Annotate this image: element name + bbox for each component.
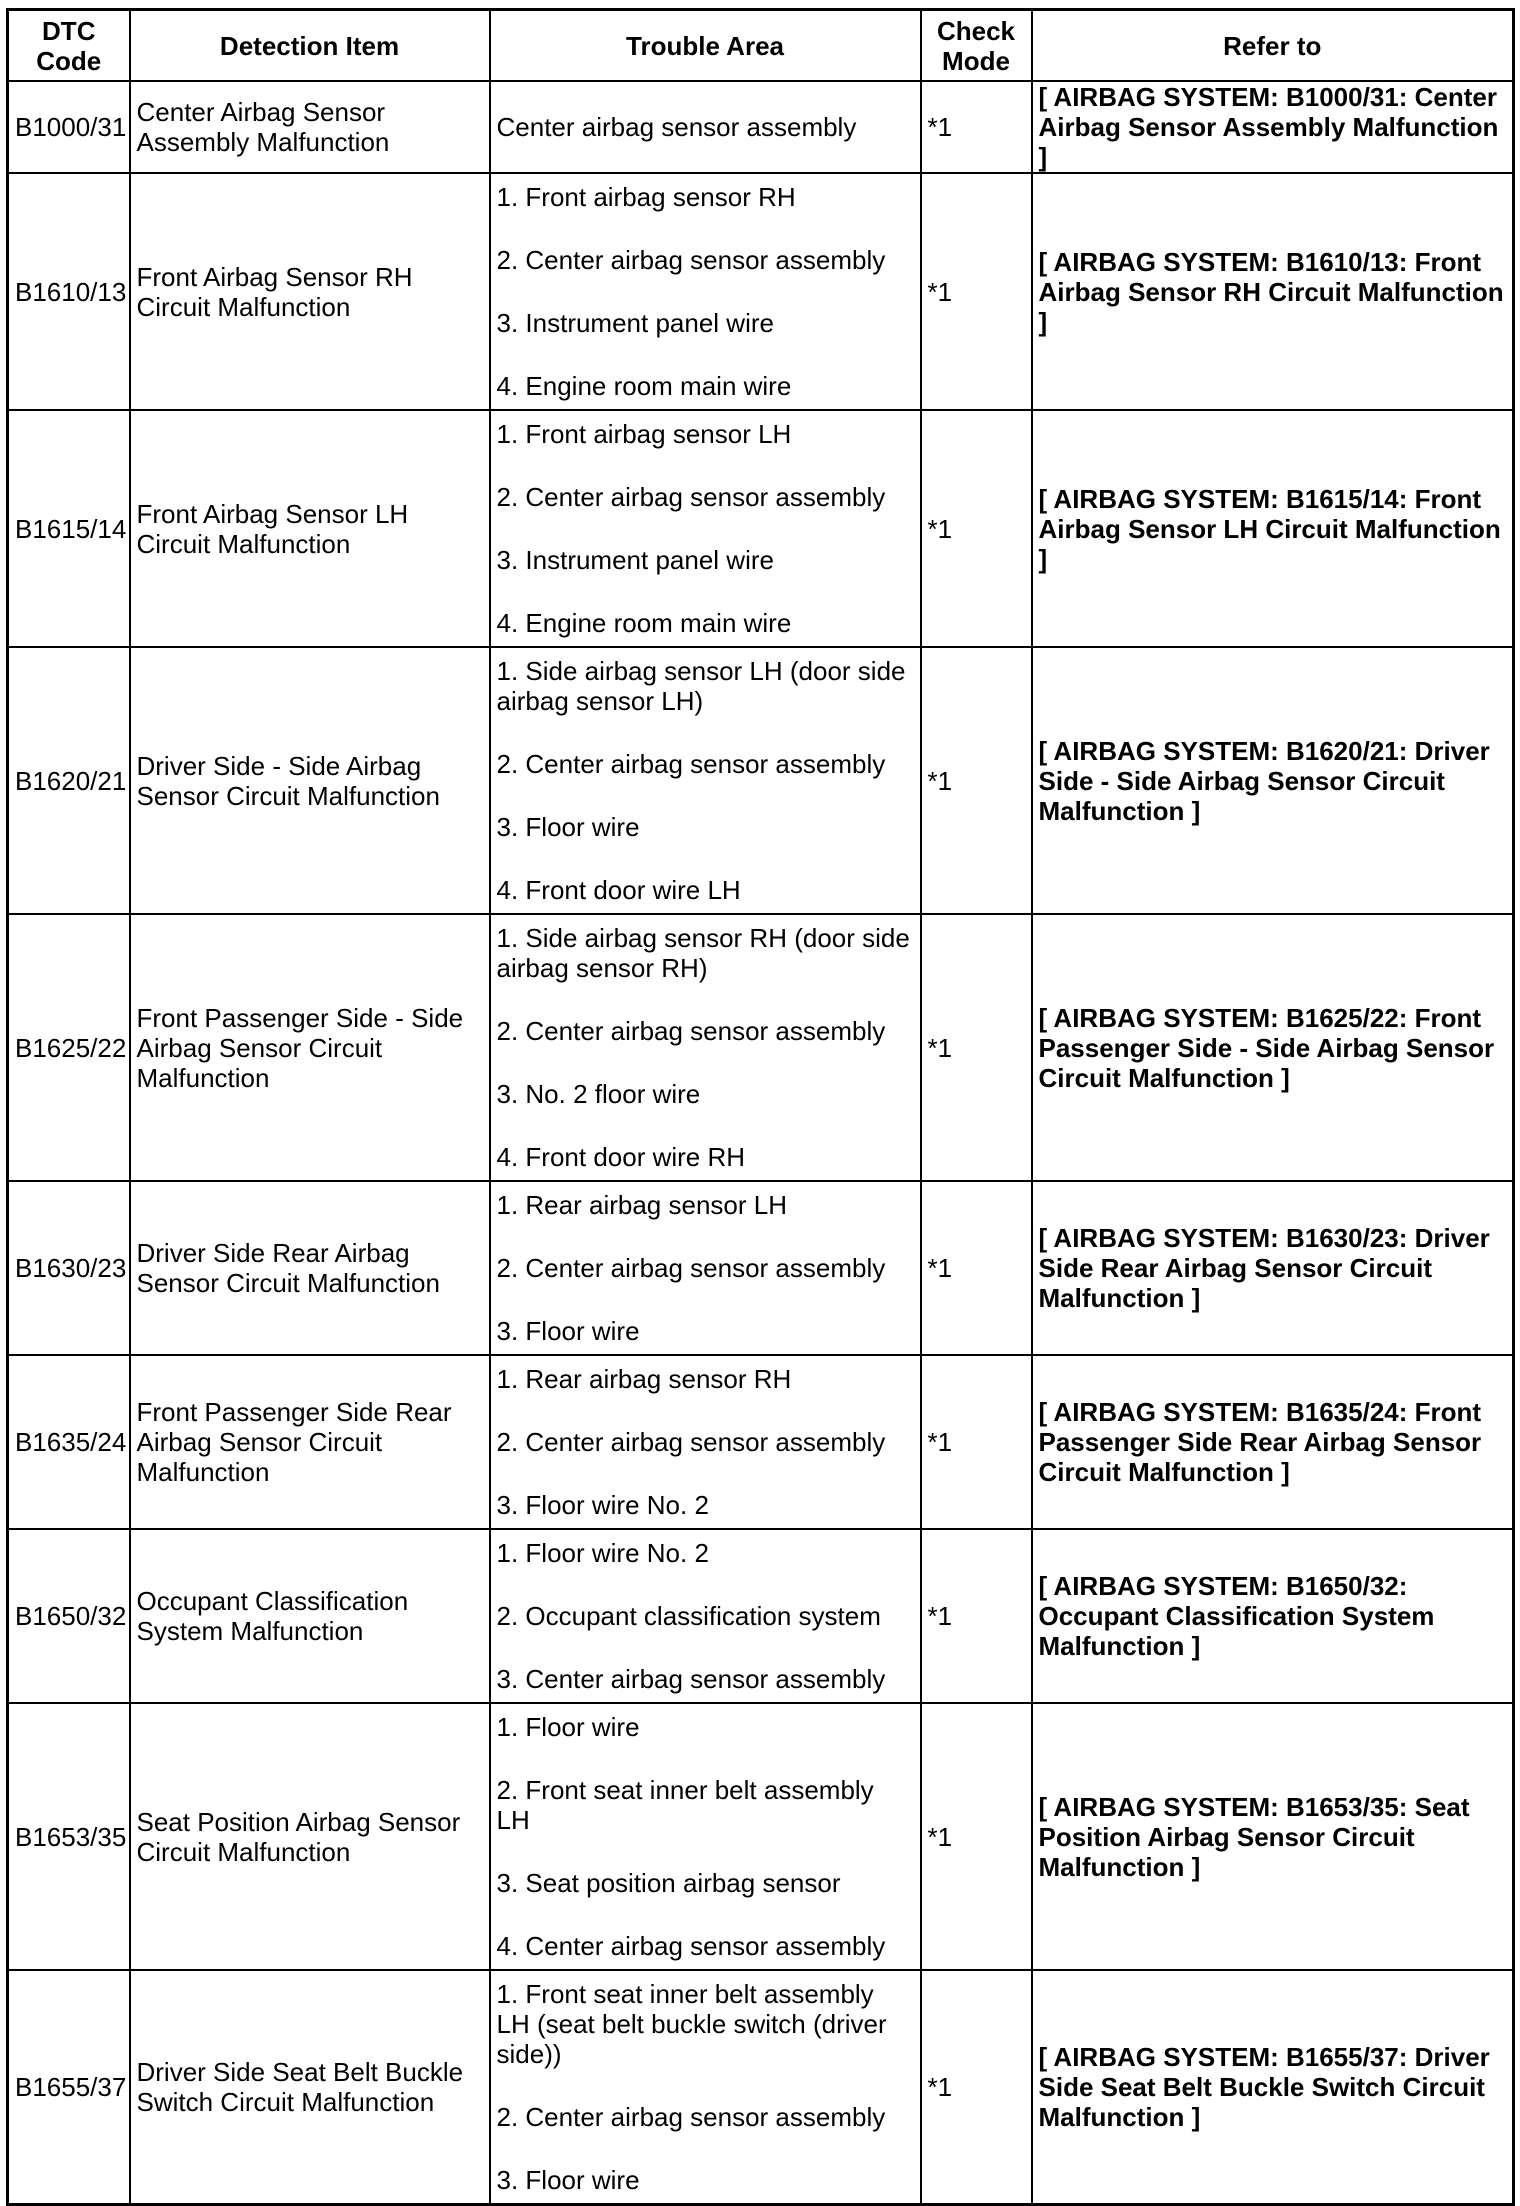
table-row [8,81,1514,173]
trouble-area-cell [490,1970,921,2205]
detection-item-cell: Occupant Classification System Malfunction [130,1529,490,1703]
check-mode-cell: *1 [921,1355,1032,1529]
trouble-area-list [497,1975,914,2199]
trouble-area-list [497,1534,914,1698]
table-row [8,1529,1514,1703]
header-refer-to: Refer to [1032,10,1514,82]
trouble-area-item: 2. Occupant classification system [496,1601,881,1631]
refer-to-link[interactable]: [ AIRBAG SYSTEM: B1620/21: Driver Side - Side Airbag Sensor Circuit Malfunction ] [1038,735,1490,826]
trouble-area-item: 1. Front airbag sensor RH [496,182,796,212]
trouble-area-cell [490,914,921,1181]
detection-item-cell: Driver Side - Side Airbag Sensor Circuit Malfunction [130,647,490,914]
header-detection-item: Detection Item [130,10,490,82]
check-mode-cell: *1 [921,1529,1032,1703]
trouble-area-item: 2. Center airbag sensor assembly [496,1253,886,1283]
table-header [8,10,1514,82]
refer-to-link[interactable]: [ AIRBAG SYSTEM: B1650/32: Occupant Classification System Malfunction ] [1038,1571,1435,1661]
trouble-area-item: 3. Instrument panel wire [496,308,774,338]
check-mode-cell: *1 [921,1970,1032,2205]
trouble-area-item: 3. Seat position airbag sensor [496,1868,841,1898]
refer-to-cell [1032,173,1514,410]
table-row [8,410,1514,647]
trouble-area-item: 1. Rear airbag sensor LH [496,1190,787,1220]
table-row [8,914,1514,1181]
refer-to-cell [1032,1529,1514,1703]
trouble-area-item: 1. Side airbag sensor RH (door side airbag sensor RH) [496,923,910,983]
trouble-area-item: 2. Center airbag sensor assembly [496,245,886,275]
check-mode-cell: *1 [921,81,1032,173]
trouble-area-cell [490,1355,921,1529]
trouble-area-item: 1. Side airbag sensor LH (door side airbag sensor LH) [496,656,906,716]
trouble-area-cell [490,647,921,914]
refer-to-link[interactable]: [ AIRBAG SYSTEM: B1610/13: Front Airbag Sensor RH Circuit Malfunction ] [1038,246,1504,337]
trouble-area-item: 1. Rear airbag sensor RH [496,1364,792,1394]
detection-item-cell: Seat Position Airbag Sensor Circuit Malfunction [130,1703,490,1970]
trouble-area-cell [490,81,921,173]
trouble-area-item: 3. Center airbag sensor assembly [496,1664,886,1694]
trouble-area-item: 4. Front door wire RH [496,1142,746,1172]
refer-to-link[interactable]: [ AIRBAG SYSTEM: B1635/24: Front Passenger Side Rear Airbag Sensor Circuit Malfunction ] [1038,1397,1482,1487]
check-mode-cell: *1 [921,1181,1032,1355]
detection-item-cell: Driver Side Rear Airbag Sensor Circuit Malfunction [130,1181,490,1355]
refer-to-link[interactable]: [ AIRBAG SYSTEM: B1653/35: Seat Position Airbag Sensor Circuit Malfunction ] [1038,1791,1470,1882]
trouble-area-item: 1. Front seat inner belt assembly LH (seat belt buckle switch (driver side)) [496,1979,887,2069]
trouble-area-list [497,415,914,642]
table-row [8,1181,1514,1355]
refer-to-link[interactable]: [ AIRBAG SYSTEM: B1615/14: Front Airbag Sensor LH Circuit Malfunction ] [1038,483,1501,574]
refer-to-cell [1032,1181,1514,1355]
dtc-code-cell: B1625/22 [8,914,130,1181]
refer-to-cell [1032,914,1514,1181]
table-row [8,1355,1514,1529]
detection-item-cell: Front Airbag Sensor RH Circuit Malfunction [130,173,490,410]
detection-item-cell: Front Passenger Side - Side Airbag Sensor Circuit Malfunction [130,914,490,1181]
detection-item-cell: Front Airbag Sensor LH Circuit Malfunction [130,410,490,647]
trouble-area-cell [490,1529,921,1703]
refer-to-cell [1032,1703,1514,1970]
trouble-area-item: 4. Engine room main wire [496,608,792,638]
trouble-area-list [497,652,914,909]
trouble-area-cell [490,410,921,647]
check-mode-cell: *1 [921,410,1032,647]
trouble-area-item: 2. Center airbag sensor assembly [496,1427,886,1457]
dtc-code-cell: B1650/32 [8,1529,130,1703]
trouble-area-list [497,919,914,1176]
trouble-area-item: 3. No. 2 floor wire [496,1079,701,1109]
trouble-area-list [497,1708,914,1965]
trouble-area-list [497,108,914,146]
dtc-code-cell: B1655/37 [8,1970,130,2205]
trouble-area-item: 2. Center airbag sensor assembly [496,749,886,779]
header-dtc-code: DTC Code [8,10,130,82]
refer-to-link[interactable]: [ AIRBAG SYSTEM: B1655/37: Driver Side Seat Belt Buckle Switch Circuit Malfunction ] [1038,2042,1490,2132]
refer-to-cell [1032,647,1514,914]
dtc-code-cell: B1635/24 [8,1355,130,1529]
table-row [8,647,1514,914]
trouble-area-item: 4. Front door wire LH [496,875,741,905]
dtc-code-cell: B1000/31 [8,81,130,173]
refer-to-link[interactable]: [ AIRBAG SYSTEM: B1630/23: Driver Side Rear Airbag Sensor Circuit Malfunction ] [1038,1223,1490,1313]
header-row [8,10,1514,82]
trouble-area-item: 3. Instrument panel wire [496,545,774,575]
check-mode-cell: *1 [921,647,1032,914]
trouble-area-list [497,1186,914,1350]
refer-to-cell [1032,1970,1514,2205]
trouble-area-item: 3. Floor wire [496,812,640,842]
trouble-area-cell [490,1181,921,1355]
refer-to-cell [1032,81,1514,173]
dtc-code-cell: B1610/13 [8,173,130,410]
trouble-area-item: 2. Center airbag sensor assembly [496,2102,886,2132]
refer-to-cell [1032,410,1514,647]
trouble-area-list [497,178,914,405]
trouble-area-item: 3. Floor wire [496,2165,640,2195]
table-row [8,1970,1514,2205]
detection-item-cell: Front Passenger Side Rear Airbag Sensor Circuit Malfunction [130,1355,490,1529]
trouble-area-item: Center airbag sensor assembly [496,112,857,142]
dtc-code-cell: B1620/21 [8,647,130,914]
check-mode-cell: *1 [921,173,1032,410]
trouble-area-item: 1. Floor wire No. 2 [496,1538,709,1568]
trouble-area-item: 1. Front airbag sensor LH [496,419,792,449]
dtc-code-cell: B1615/14 [8,410,130,647]
detection-item-cell: Center Airbag Sensor Assembly Malfunction [130,81,490,173]
check-mode-cell: *1 [921,914,1032,1181]
refer-to-link[interactable]: [ AIRBAG SYSTEM: B1000/31: Center Airbag Sensor Assembly Malfunction ] [1038,82,1499,172]
table-row [8,1703,1514,1970]
trouble-area-item: 3. Floor wire No. 2 [496,1490,709,1520]
table-row [8,173,1514,410]
trouble-area-item: 1. Floor wire [496,1712,640,1742]
refer-to-link[interactable]: [ AIRBAG SYSTEM: B1625/22: Front Passenger Side - Side Airbag Sensor Circuit Malfunction ] [1038,1002,1495,1093]
trouble-area-item: 2. Center airbag sensor assembly [496,482,886,512]
trouble-area-item: 4. Engine room main wire [496,371,792,401]
header-check-mode: Check Mode [921,10,1032,82]
header-trouble-area: Trouble Area [490,10,921,82]
trouble-area-item: 4. Center airbag sensor assembly [496,1931,886,1961]
trouble-area-cell [490,173,921,410]
table-body [8,81,1514,2205]
trouble-area-list [497,1360,914,1524]
refer-to-cell [1032,1355,1514,1529]
trouble-area-cell [490,1703,921,1970]
check-mode-cell: *1 [921,1703,1032,1970]
trouble-area-item: 3. Floor wire [496,1316,640,1346]
dtc-code-cell: B1630/23 [8,1181,130,1355]
trouble-area-item: 2. Center airbag sensor assembly [496,1016,886,1046]
detection-item-cell: Driver Side Seat Belt Buckle Switch Circuit Malfunction [130,1970,490,2205]
dtc-code-cell: B1653/35 [8,1703,130,1970]
dtc-table [6,8,1515,2206]
trouble-area-item: 2. Front seat inner belt assembly LH [496,1775,874,1835]
